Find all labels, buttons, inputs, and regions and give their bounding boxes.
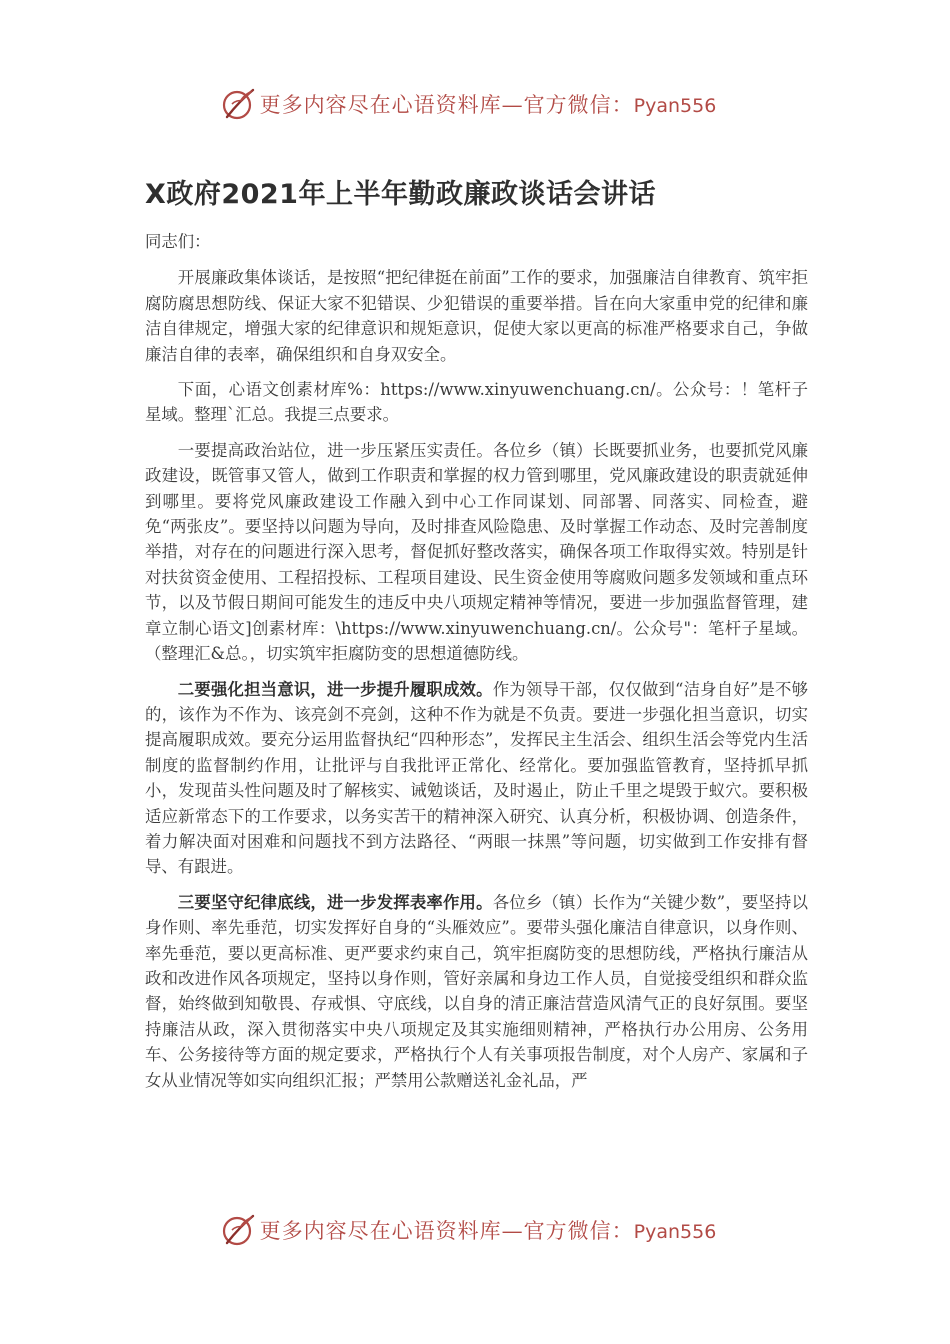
point-3-body: 各位乡（镇）长作为“关键少数”，要坚持以身作则、率先垂范，切实发挥好自身的“头雁效应”。要带头强化廉洁自律意识，以身作则、率先垂范，要以更高标准、更严要求约束自己，筑牢拒腐防变的思想防线，严格执行廉洁从政和改进作风各项规定，坚持以身作则，管好亲属和身边工作人员，自觉接受组织和群众监督，始终做到知敬畏、存戒惧、守底线，以自身的清正廉洁营造风清气正的良好氛围。要坚持廉洁从政，深入贯彻落实中央八项规定及其实施细则精神，严格执行办公用房、公务用车、公务接待等方面的规定要求，严格执行个人有关事项报告制度，对个人房产、家属和子女从业情况等如实向组织汇报；严禁用公款赠送礼金礼品，严: [145, 892, 808, 1090]
header-banner: [0, 84, 950, 124]
document-body: [145, 229, 808, 1103]
quill-pen-circle-icon: [220, 86, 256, 122]
banner-text: 更多内容尽在心语资料库—官方微信：Pyan556: [259, 1219, 717, 1243]
banner-text: 更多内容尽在心语资料库—官方微信：Pyan556: [259, 93, 717, 117]
point-paragraph-3: [145, 890, 808, 1093]
point-2-body: 作为领导干部，仅仅做到“洁身自好”是不够的，该作为不作为、该亮剑不亮剑，这种不作为就是不负责。要进一步强化担当意识，切实提高履职成效。要充分运用监督执纪“四种形态”，发挥民主生活会、组织生活会等党内生活制度的监督制约作用，让批评与自我批评正常化、经常化。要加强监管教育，坚持抓早抓小，发现苗头性问题及时了解核实、诫勉谈话，及时遏止，防止千里之堤毁于蚁穴。要积极适应新常态下的工作要求，以务实苦干的精神深入研究、认真分析，积极协调、创造条件，着力解决面对困难和问题找不到方法路径、“两眼一抹黑”等问题，切实做到工作安排有督导、有跟进。: [145, 679, 808, 877]
point-paragraph-2: [145, 677, 808, 880]
quill-pen-circle-icon: [220, 1212, 256, 1248]
point-3-heading: 三要坚守纪律底线，进一步发挥表率作用。: [177, 892, 493, 912]
footer-banner: [0, 1210, 950, 1250]
wechat-id: Pyan556: [633, 1221, 717, 1243]
salutation: 同志们：: [145, 232, 211, 251]
wechat-id: Pyan556: [633, 95, 717, 117]
point-1-body: 一要提高政治站位，进一步压紧压实责任。各位乡（镇）长既要抓业务，也要抓党风廉政建设，既管事又管人，做到工作职责和掌握的权力管到哪里，党风廉政建设的职责就延伸到哪里。要将党风廉政建设工作融入到中心工作同谋划、同部署、同落实、同检查，避免“两张皮”。要坚持以问题为导向，及时排查风险隐患、及时掌握工作动态、及时完善制度举措，对存在的问题进行深入思考，督促抓好整改落实，确保各项工作取得实效。特别是针对扶贫资金使用、工程招投标、工程项目建设、民生资金使用等腐败问题多发领域和重点环节，以及节假日期间可能发生的违反中央八项规定精神等情况，要进一步加强监督管理，建章立制心语文]创素材库：\https://www.xinyuwenchuang.cn/。公众号"：笔杆子星域。（整理汇&总。，切实筑牢拒腐防变的思想道德防线。: [145, 440, 808, 664]
transition-paragraph: 下面，心语文创素材库%：https://www.xinyuwenchuang.cn/。公众号：！笔杆子星域。整理`汇总。我提三点要求。: [145, 380, 808, 425]
point-2-heading: 二要强化担当意识，进一步提升履职成效。: [177, 679, 493, 699]
document-title: X政府2021年上半年勤政廉政谈话会讲话: [145, 179, 656, 210]
point-paragraph-1: [145, 438, 808, 667]
intro-paragraph: 开展廉政集体谈话，是按照“把纪律挺在前面”工作的要求，加强廉洁自律教育、筑牢拒腐防腐思想防线、保证大家不犯错误、少犯错误的重要举措。旨在向大家重申党的纪律和廉洁自律规定，增强大家的纪律意识和规矩意识，促使大家以更高的标准严格要求自己，争做廉洁自律的表率，确保组织和自身双安全。: [145, 268, 808, 364]
